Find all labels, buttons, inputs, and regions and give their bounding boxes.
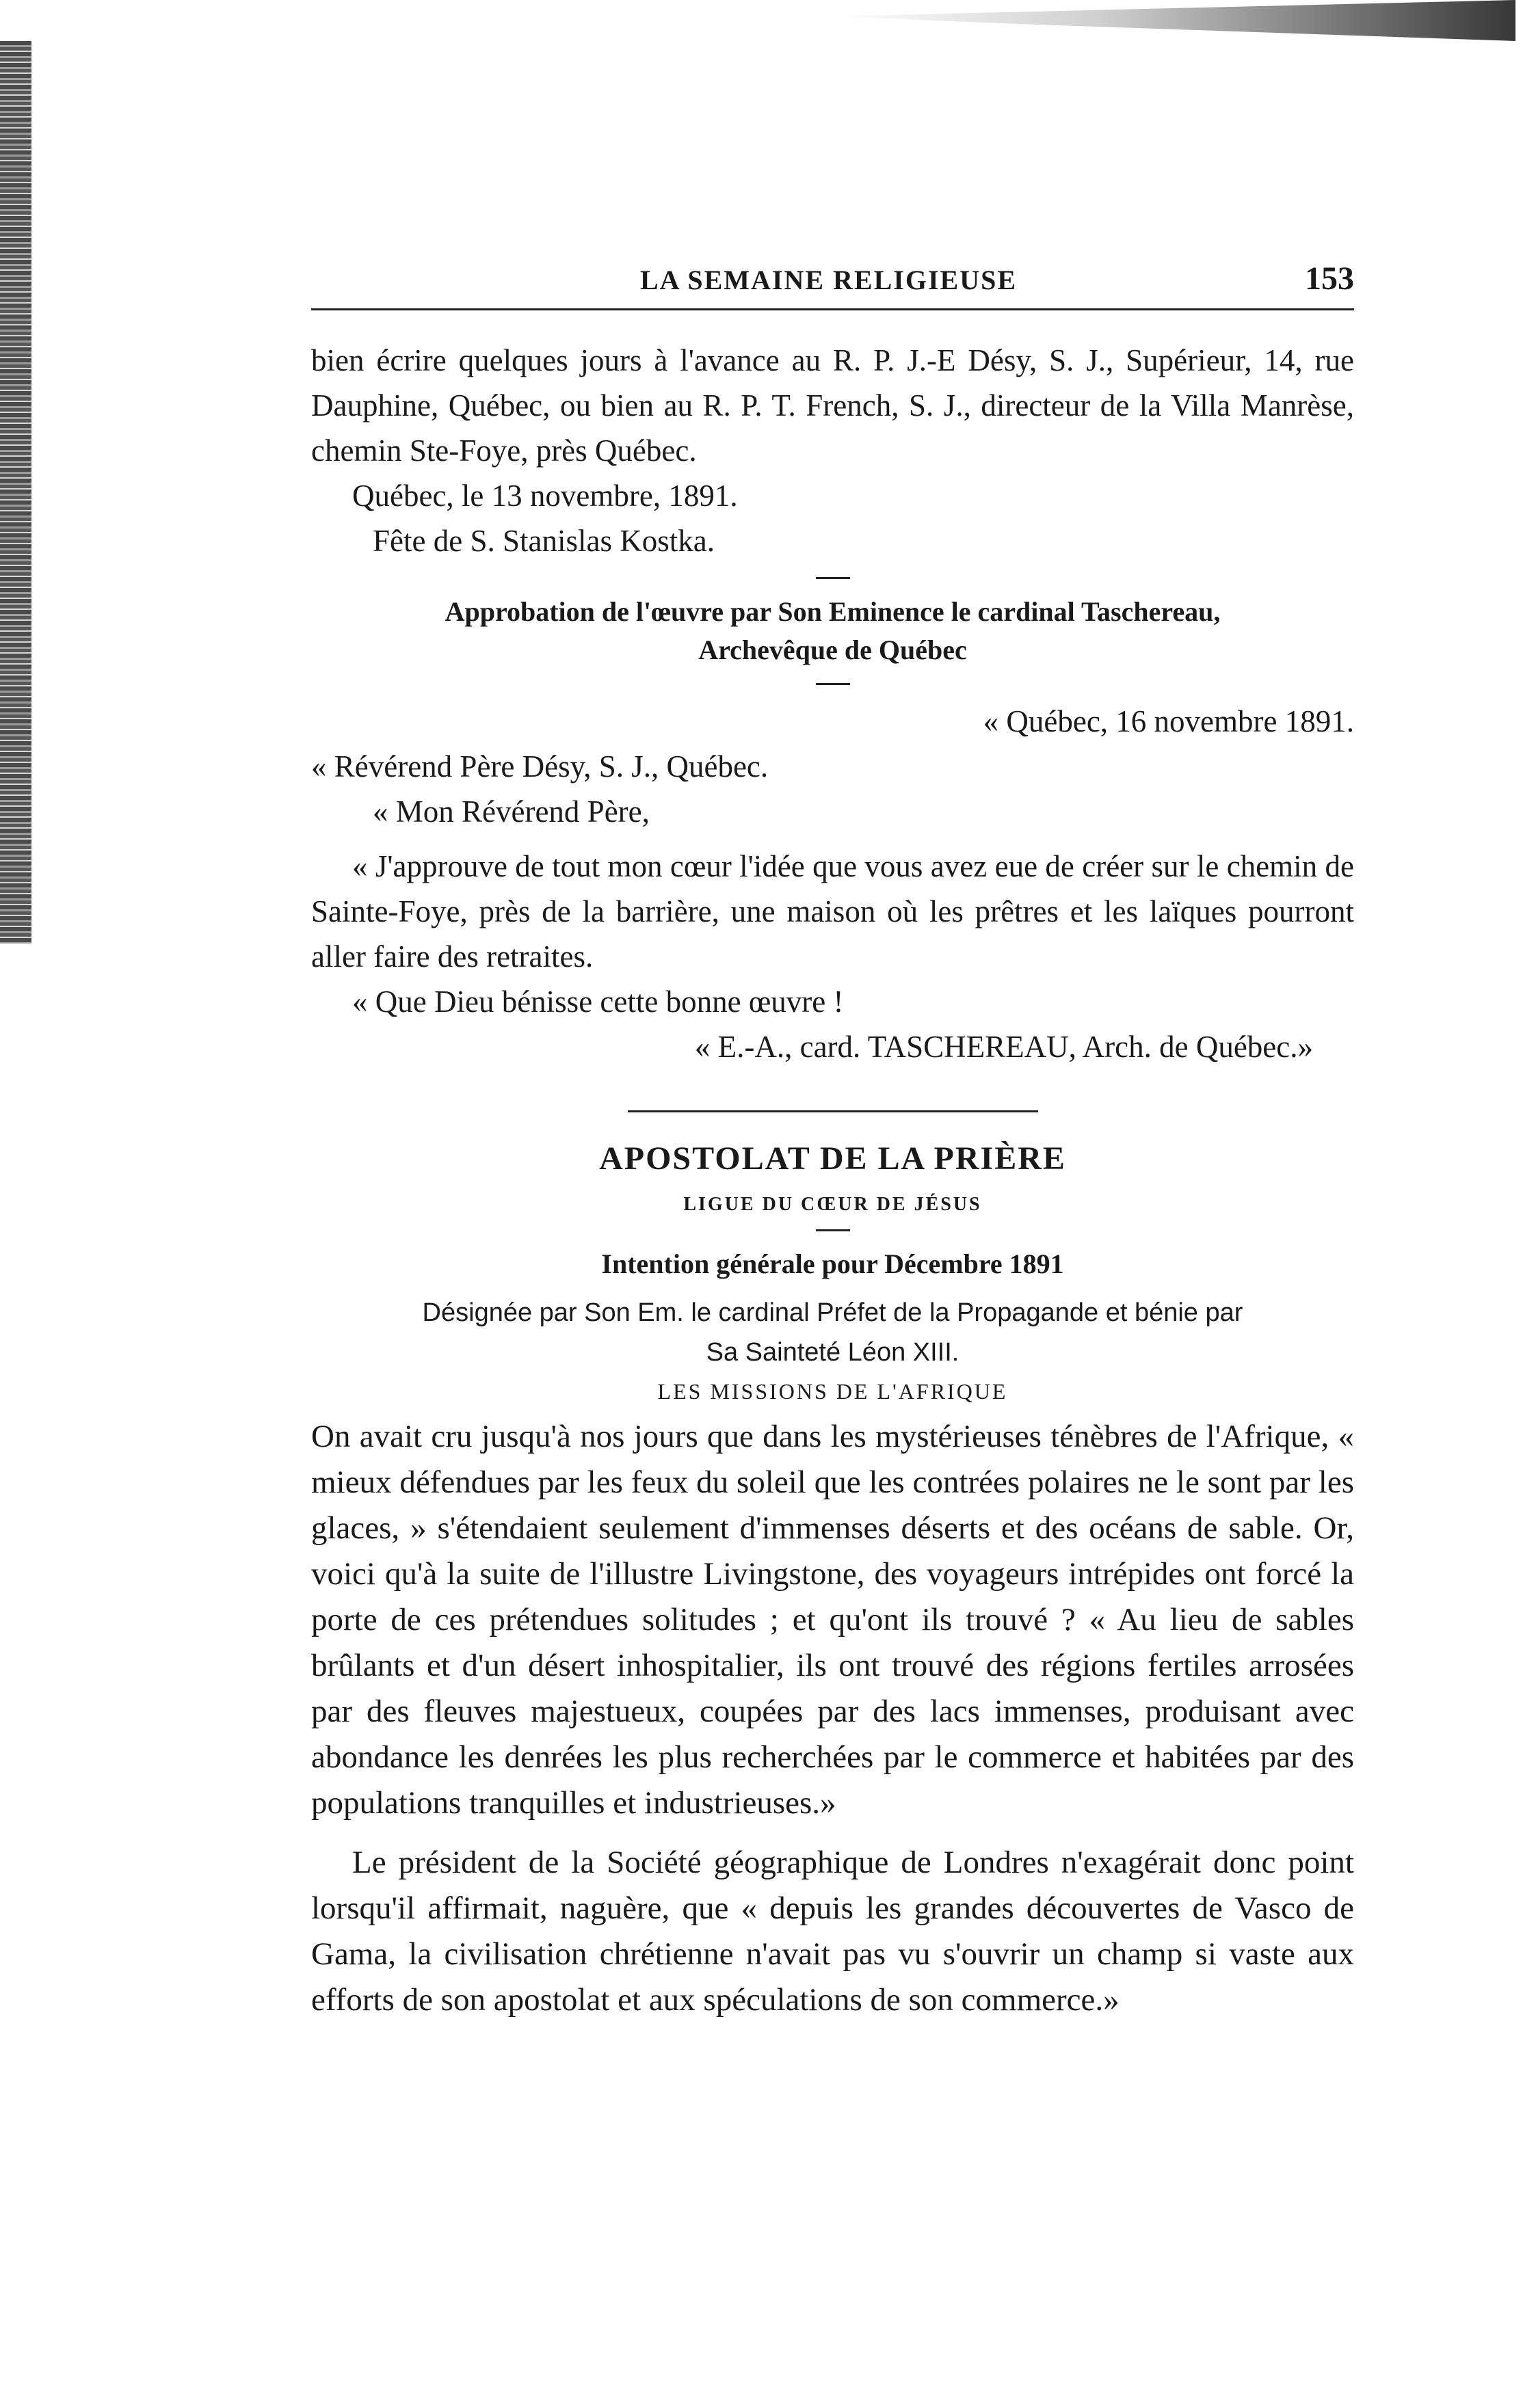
intention-heading: Intention générale pour Décembre 1891: [601, 1248, 1064, 1279]
body-paragraph: Le président de la Société géographique de Londres n'exagérait donc point lorsqu'il affirmait, naguère, que « depuis les grandes découvertes de Vasco de Gama, la civilisation chrétienne n'avait pas vu s'ouvrir un champ si vaste aux efforts de son apostolat et aux spéculations de son commerce.»: [311, 1845, 1354, 2018]
section-heading: LES MISSIONS DE L'AFRIQUE: [657, 1379, 1008, 1404]
letter-addressee: « Révérend Père Désy, S. J., Québec.: [311, 749, 769, 784]
approbation-heading-line-2: Archevêque de Québec: [698, 634, 967, 665]
letter-body: « J'approuve de tout mon cœur l'idée que vous avez eue de créer sur le chemin de Sainte-Foye, près de la barrière, une maison où les prêtres et les laïques pourront aller faire des retraites.: [311, 849, 1354, 974]
apostolat-title: APOSTOLAT DE LA PRIÈRE: [599, 1140, 1066, 1177]
letter-signature: « E.-A., card. TASCHEREAU, Arch. de Québec.»: [694, 1030, 1313, 1064]
separator-dash: [816, 1229, 850, 1231]
document-page: [311, 260, 1354, 2023]
letter-salutation: « Mon Révérend Père,: [373, 794, 650, 829]
letter-blessing: « Que Dieu bénisse cette bonne œuvre !: [352, 985, 844, 1019]
designation-line-2: Sa Sainteté Léon XIII.: [706, 1338, 959, 1367]
separator-dash: [816, 683, 850, 685]
scan-top-artifact: [832, 0, 1515, 41]
letter-date: « Québec, 16 novembre 1891.: [983, 704, 1354, 738]
date-line: Québec, le 13 novembre, 1891.: [352, 479, 738, 513]
opening-paragraph: bien écrire quelques jours à l'avance au R. P. J.-E Désy, S. J., Supérieur, 14, rue Dauphine, Québec, ou bien au R. P. T. French, S. J., directeur de la Villa Manrèse, chemin Ste-Foye, près Québec.: [311, 343, 1354, 468]
body-paragraph: On avait cru jusqu'à nos jours que dans les mystérieuses ténèbres de l'Afrique, « mieux défendues par les feux du soleil que les contrées polaires ne le sont par les glaces, » s'étendaient seulement d'immenses déserts et des océans de sable. Or, voici qu'à la suite de l'illustre Livingstone, des voyageurs intrépides ont forcé la porte de ces prétendues solitudes ; et qu'ont ils trouvé ? « Au lieu de sables brûlants et d'un désert inhospitalier, ils ont trouvé des régions fertiles arrosées par des fleuves majestueux, coupées par des lacs immenses, produisant avec abondance les denrées les plus recherchées par le commerce et habitées par des populations tranquilles et industrieuses.»: [311, 1419, 1354, 1821]
approbation-heading-line-1: Approbation de l'œuvre par Son Eminence le cardinal Taschereau,: [445, 596, 1221, 627]
page-number: 153: [1305, 260, 1354, 297]
feast-line: Fête de S. Stanislas Kostka.: [373, 524, 715, 558]
section-rule: [628, 1110, 1038, 1112]
running-head-title: LA SEMAINE RELIGIEUSE: [639, 265, 1018, 295]
body-text: [311, 1414, 1354, 2023]
running-head: [311, 260, 1354, 310]
separator-dash: [816, 577, 850, 579]
designation-line-1: Désignée par Son Em. le cardinal Préfet de la Propagande et bénie par: [422, 1298, 1243, 1327]
apostolat-subtitle: LIGUE DU CŒUR DE JÉSUS: [683, 1194, 982, 1215]
scan-edge-artifact: [0, 41, 31, 944]
